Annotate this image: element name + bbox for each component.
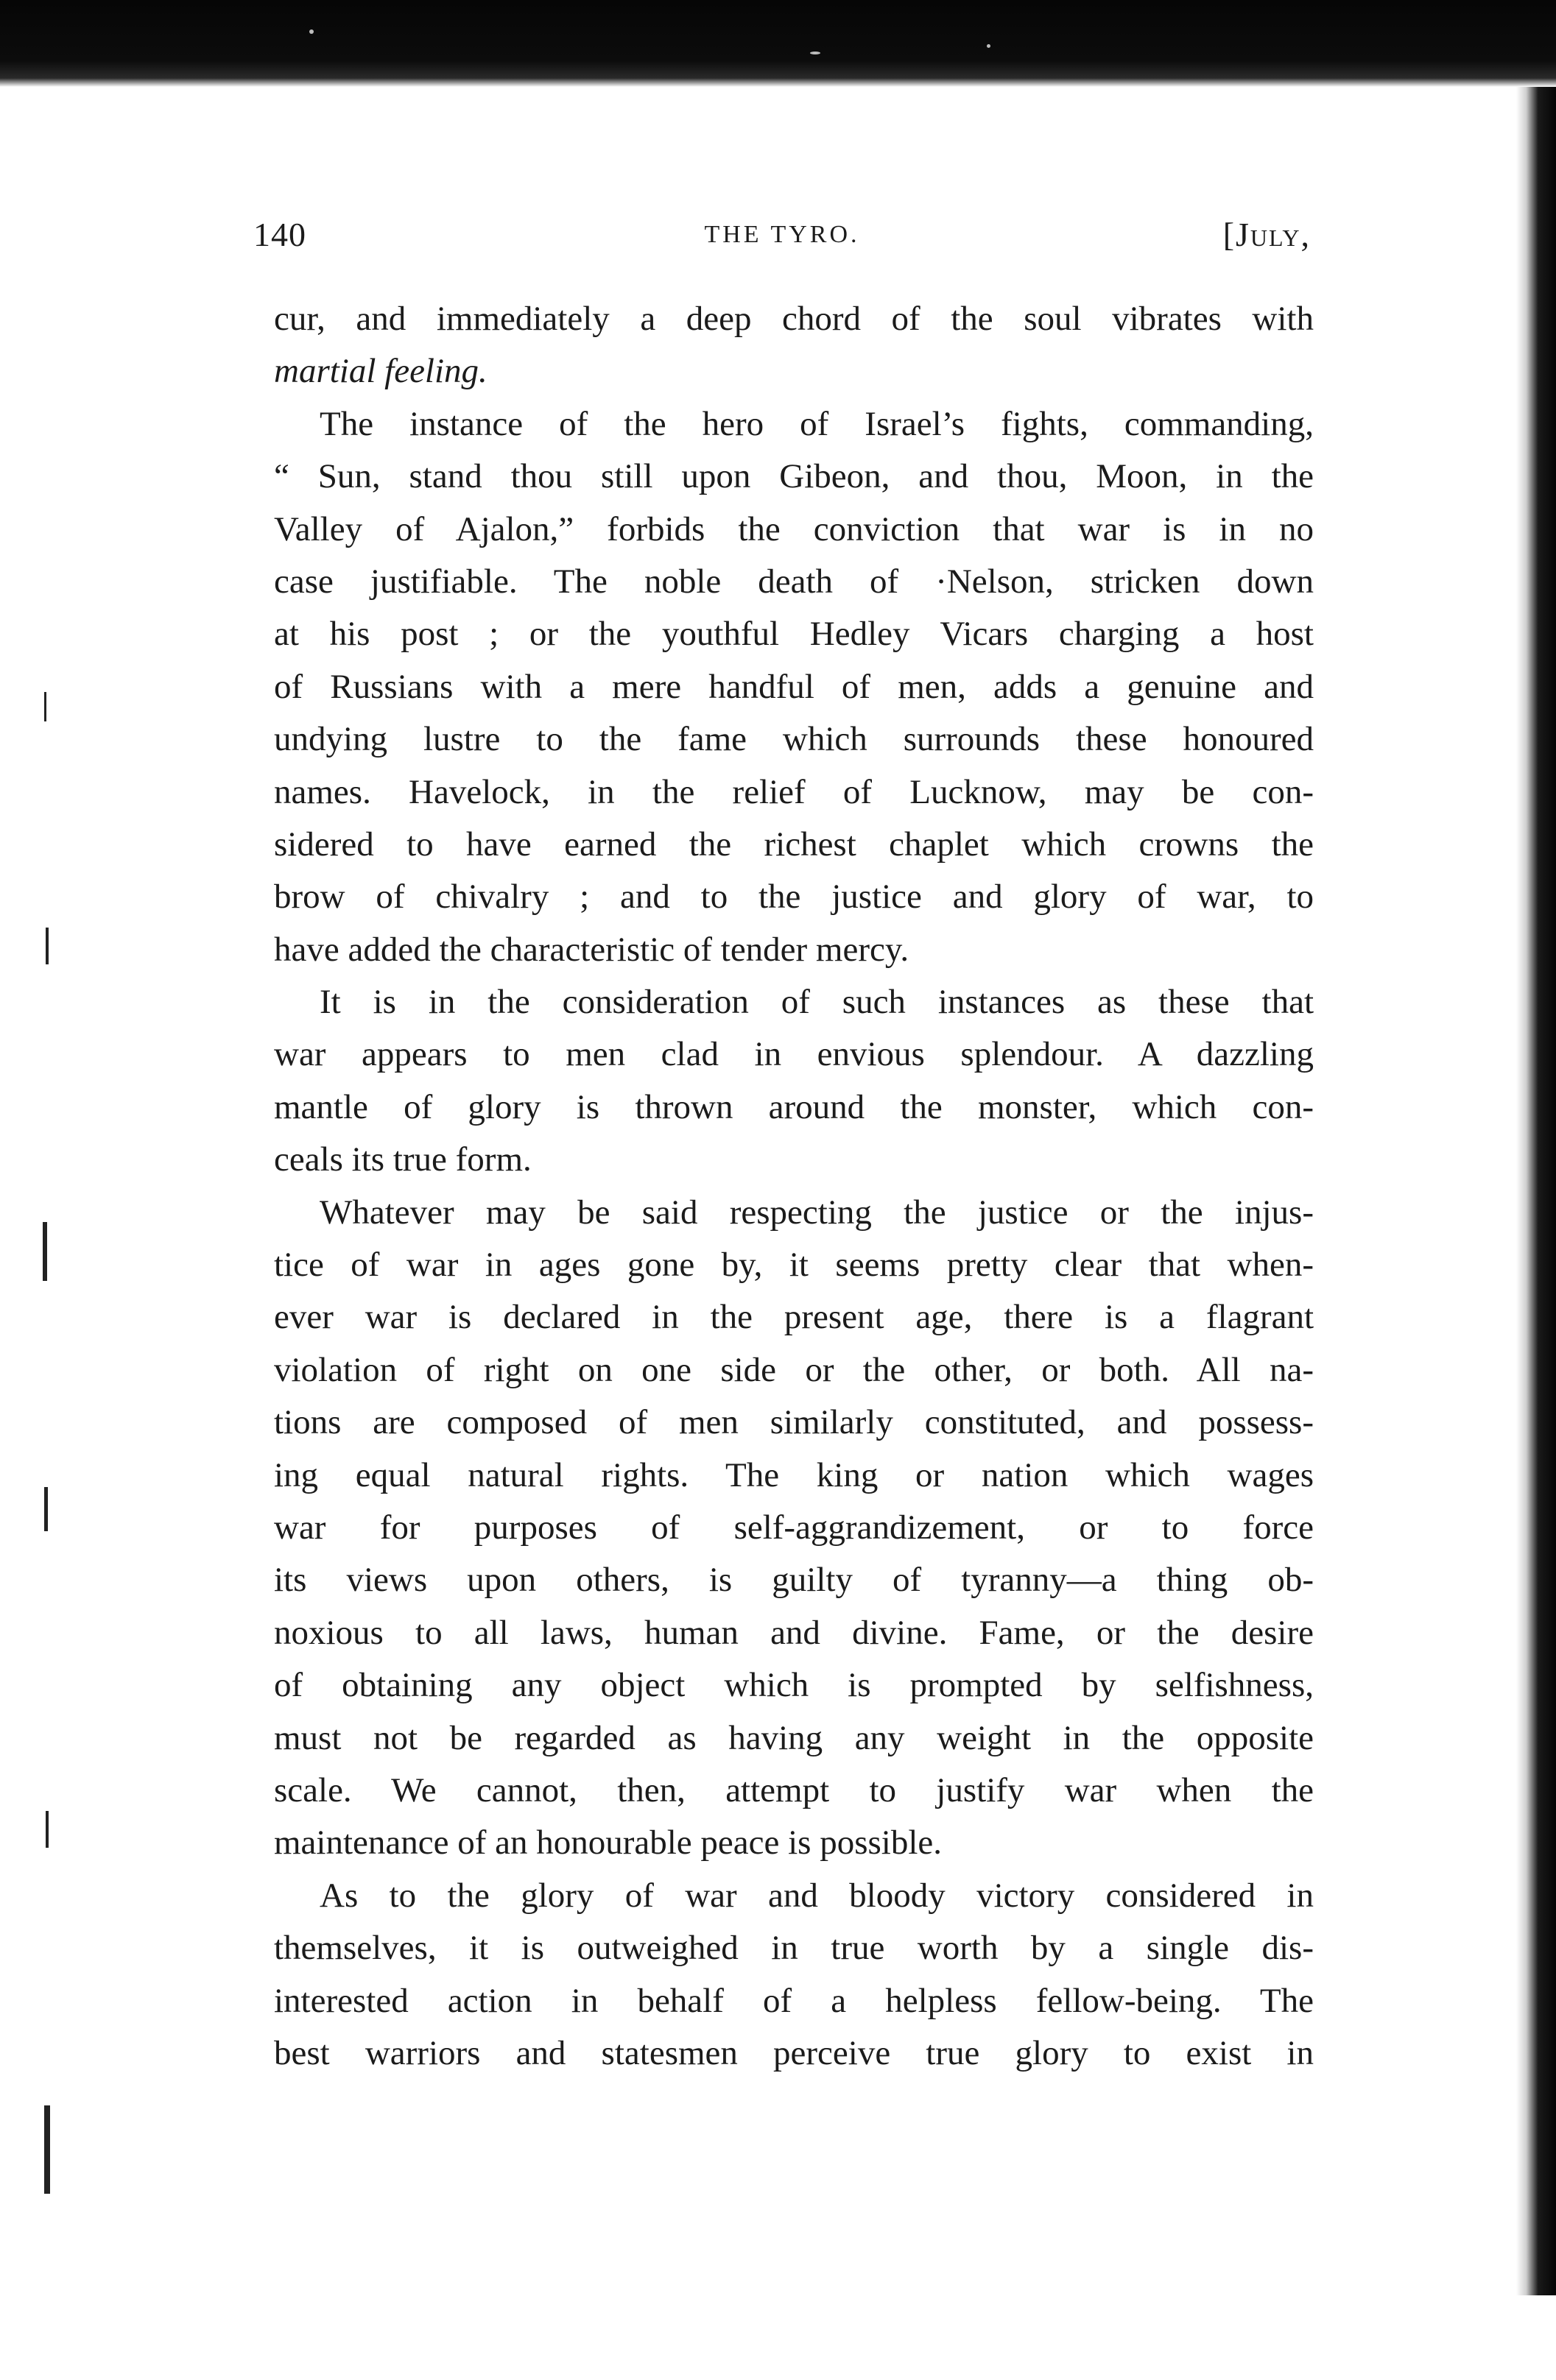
scan-mark [46, 928, 49, 964]
scan-right-edge [1516, 87, 1556, 2295]
text-line: noxious to all laws, human and divine. Fame, or the desire [274, 1613, 1314, 1652]
text-line: of obtaining any object which is prompted by selfishness, [274, 1666, 1314, 1705]
running-title: THE TYRO. [704, 221, 860, 248]
text-line: tions are composed of men similarly constituted, and possess- [274, 1403, 1314, 1442]
text-line: themselves, it is outweighed in true worth by a single dis- [274, 1929, 1314, 1968]
text-line: ever war is declared in the present age, there is a flagrant [274, 1298, 1314, 1337]
scan-mark [46, 1811, 49, 1848]
text-line: undying lustre to the fame which surrounds these honoured [274, 720, 1314, 759]
scan-speck [987, 44, 990, 48]
page-number: 140 [253, 216, 306, 253]
running-date: [July, [1222, 216, 1311, 253]
text-line: Valley of Ajalon,” forbids the conviction that war is in no [274, 509, 1314, 548]
text-line: war appears to men clad in envious splendour. A dazzling [274, 1035, 1314, 1074]
text-line: brow of chivalry ; and to the justice and glory of war, to [274, 878, 1314, 917]
text-line: tice of war in ages gone by, it seems pretty clear that when- [274, 1246, 1314, 1285]
scan-mark [43, 1222, 47, 1281]
text-line [274, 345, 1314, 398]
paragraph [274, 1187, 1314, 1870]
text-line: violation of right on one side or the other, or both. All na- [274, 1350, 1314, 1389]
paragraph [274, 976, 1314, 1187]
text-line: mantle of glory is thrown around the monster, which con- [274, 1087, 1314, 1126]
paragraph [274, 1870, 1314, 2080]
text-line: It is in the consideration of such instances as these that [320, 983, 1314, 1022]
page-header [253, 215, 1311, 274]
text-line: scale. We cannot, then, attempt to justify war when the [274, 1770, 1314, 1809]
text-line: maintenance of an honourable peace is possible. [274, 1823, 943, 1862]
text-line: interested action in behalf of a helpless fellow-being. The [274, 1981, 1314, 2020]
text-line: at his post ; or the youthful Hedley Vicars charging a host [274, 615, 1314, 654]
text-line: best warriors and statesmen perceive true glory to exist in [274, 2033, 1314, 2072]
text-line: must not be regarded as having any weight in the opposite [274, 1718, 1314, 1757]
text-line: have added the characteristic of tender mercy. [274, 930, 909, 969]
scan-mark [44, 2105, 50, 2194]
scan-left-margin-marks [29, 663, 59, 2356]
italic-text: martial feeling. [274, 352, 487, 391]
text-line: its views upon others, is guilty of tyranny—a thing ob- [274, 1561, 1314, 1600]
scan-mark [44, 692, 46, 721]
text-line: Whatever may be said respecting the justice or the injus- [320, 1193, 1314, 1232]
text-line: of Russians with a mere handful of men, adds a genuine and [274, 667, 1314, 706]
scan-speck [810, 52, 820, 54]
text-line: sidered to have earned the richest chaplet which crowns the [274, 824, 1314, 864]
scan-top-border [0, 0, 1556, 87]
text-line: As to the glory of war and bloody victory considered in [320, 1876, 1314, 1915]
paragraph [274, 398, 1314, 976]
text-line: case justifiable. The noble death of ·Nelson, stricken down [274, 562, 1314, 601]
text-line: The instance of the hero of Israel’s fights, commanding, [320, 404, 1314, 443]
page-body [274, 293, 1314, 2080]
scan-speck [309, 29, 314, 34]
text-line: cur, and immediately a deep chord of the soul vibrates with [274, 300, 1314, 338]
scan-mark [44, 1487, 48, 1531]
paragraph [274, 293, 1314, 398]
text-line: “ Sun, stand thou still upon Gibeon, and thou, Moon, in the [274, 457, 1314, 496]
text-line: ing equal natural rights. The king or nation which wages [274, 1455, 1314, 1494]
text-line: names. Havelock, in the relief of Lucknow, may be con- [274, 772, 1314, 811]
text-line: war for purposes of self-aggrandizement, or to force [274, 1508, 1314, 1547]
text-line: ceals its true form. [274, 1140, 532, 1179]
